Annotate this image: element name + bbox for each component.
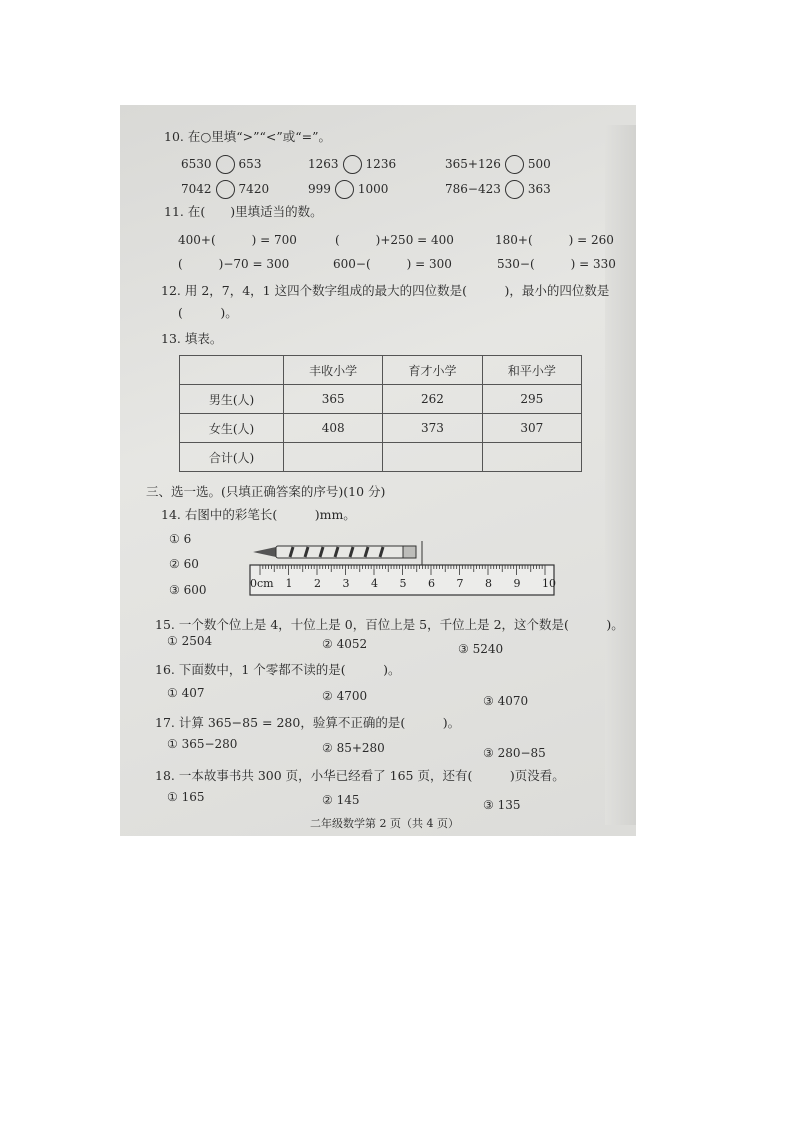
table-header-cell <box>180 356 284 385</box>
ruler-with-pen <box>248 541 558 605</box>
compare-circle[interactable] <box>335 180 354 199</box>
ruler-tick-label: 10 <box>542 577 556 590</box>
table-header-cell: 和平小学 <box>482 356 581 385</box>
q17-option[interactable]: ③ 280−85 <box>483 746 546 760</box>
school-students-table <box>179 355 582 472</box>
q14-title: 14. 右图中的彩笔长( )mm。 <box>161 507 356 522</box>
page-footer: 二年级数学第 2 页（共 4 页） <box>310 817 459 830</box>
table-cell: 373 <box>383 414 482 443</box>
row-label: 男生(人) <box>180 385 284 414</box>
q18-option[interactable]: ① 165 <box>167 790 205 804</box>
table-row <box>180 414 582 443</box>
section-3-heading: 三、选一选。(只填正确答案的序号)(10 分) <box>146 484 386 499</box>
compare-circle[interactable] <box>216 180 235 199</box>
table-header-cell: 育才小学 <box>383 356 482 385</box>
q18-option[interactable]: ② 145 <box>322 793 360 807</box>
q10-right: 363 <box>527 182 551 196</box>
q16-option[interactable]: ③ 4070 <box>483 694 529 708</box>
colored-pen <box>253 541 422 565</box>
ruler-tick-label: 9 <box>513 577 521 590</box>
q10-left: 7042 <box>181 182 212 196</box>
q11-item: ( )+250 = 400 <box>335 233 454 247</box>
q10-left: 1263 <box>308 157 339 171</box>
q10-left: 786−423 <box>445 182 501 196</box>
q10-left: 999 <box>308 182 331 196</box>
table-cell: 408 <box>284 414 383 443</box>
q10-right: 500 <box>527 157 551 171</box>
q12-line1: 12. 用 2，7，4，1 这四个数字组成的最大的四位数是( )，最小的四位数是 <box>161 283 610 298</box>
q14-option[interactable]: ① 6 <box>169 532 192 546</box>
q10-item <box>308 155 396 174</box>
q12-line2: ( )。 <box>178 305 238 320</box>
q11-item: 180+( ) = 260 <box>495 233 614 247</box>
q10-item <box>445 180 551 199</box>
q10-right: 7420 <box>238 182 270 196</box>
ruler-tick-label: 1 <box>285 577 293 590</box>
q15-title: 15. 一个数个位上是 4，十位上是 0，百位上是 5，千位上是 2，这个数是( )。 <box>155 617 624 632</box>
q14-option[interactable]: ② 60 <box>169 557 199 571</box>
row-label: 合计(人) <box>180 443 284 472</box>
ruler-tick-label: 7 <box>456 577 464 590</box>
table-cell: 295 <box>482 385 581 414</box>
page-edge-shadow <box>605 125 636 825</box>
q10-right: 653 <box>238 157 262 171</box>
compare-circle[interactable] <box>216 155 235 174</box>
q10-item <box>445 155 551 174</box>
q16-option[interactable]: ② 4700 <box>322 689 368 703</box>
q10-left: 365+126 <box>445 157 501 171</box>
q14-option[interactable]: ③ 600 <box>169 583 207 597</box>
ruler-tick-label: 4 <box>371 577 378 590</box>
q10-item <box>181 180 269 199</box>
compare-circle[interactable] <box>505 180 524 199</box>
q16-title: 16. 下面数中，1 个零都不读的是( )。 <box>155 662 401 677</box>
table-header-cell: 丰收小学 <box>284 356 383 385</box>
q16-option[interactable]: ① 407 <box>167 686 205 700</box>
q15-option[interactable]: ③ 5240 <box>458 642 504 656</box>
compare-circle[interactable] <box>343 155 362 174</box>
q11-item: 600−( ) = 300 <box>333 257 452 271</box>
q10-right: 1000 <box>357 182 389 196</box>
table-cell: 365 <box>284 385 383 414</box>
table-row <box>180 443 582 472</box>
table-cell: 307 <box>482 414 581 443</box>
q17-option[interactable]: ② 85+280 <box>322 741 385 755</box>
answer-cell[interactable] <box>284 443 383 472</box>
q10-item <box>181 155 261 174</box>
ruler-tick-label: 3 <box>342 577 350 590</box>
row-label: 女生(人) <box>180 414 284 443</box>
q11-item: 530−( ) = 330 <box>497 257 616 271</box>
q10-item <box>308 180 388 199</box>
q10-left: 6530 <box>181 157 212 171</box>
q15-option[interactable]: ② 4052 <box>322 637 368 651</box>
ruler-tick-label: 2 <box>314 577 321 590</box>
answer-cell[interactable] <box>383 443 482 472</box>
table-header-row <box>180 356 582 385</box>
q11-item: ( )−70 = 300 <box>178 257 290 271</box>
q13-title: 13. 填表。 <box>161 331 223 346</box>
ruler-tick-label: 0cm <box>250 577 274 590</box>
q18-option[interactable]: ③ 135 <box>483 798 521 812</box>
compare-circle[interactable] <box>505 155 524 174</box>
q10-right: 1236 <box>365 157 397 171</box>
q10-title: 10. 在○里填“>”“<”或“=”。 <box>164 129 332 144</box>
q17-title: 17. 计算 365−85 = 280，验算不正确的是( )。 <box>155 715 461 730</box>
q11-item: 400+( ) = 700 <box>178 233 297 247</box>
q11-title: 11. 在( )里填适当的数。 <box>164 204 323 219</box>
answer-cell[interactable] <box>482 443 581 472</box>
ruler-tick-label: 8 <box>485 577 492 590</box>
table-cell: 262 <box>383 385 482 414</box>
ruler-tick-label: 5 <box>399 577 407 590</box>
q15-option[interactable]: ① 2504 <box>167 634 213 648</box>
q18-title: 18. 一本故事书共 300 页，小华已经看了 165 页，还有( )页没看。 <box>155 768 565 783</box>
table-row <box>180 385 582 414</box>
q17-option[interactable]: ① 365−280 <box>167 737 238 751</box>
ruler-pen-illustration <box>248 541 558 605</box>
ruler-tick-label: 6 <box>428 577 435 590</box>
exam-page-photo <box>120 105 636 836</box>
